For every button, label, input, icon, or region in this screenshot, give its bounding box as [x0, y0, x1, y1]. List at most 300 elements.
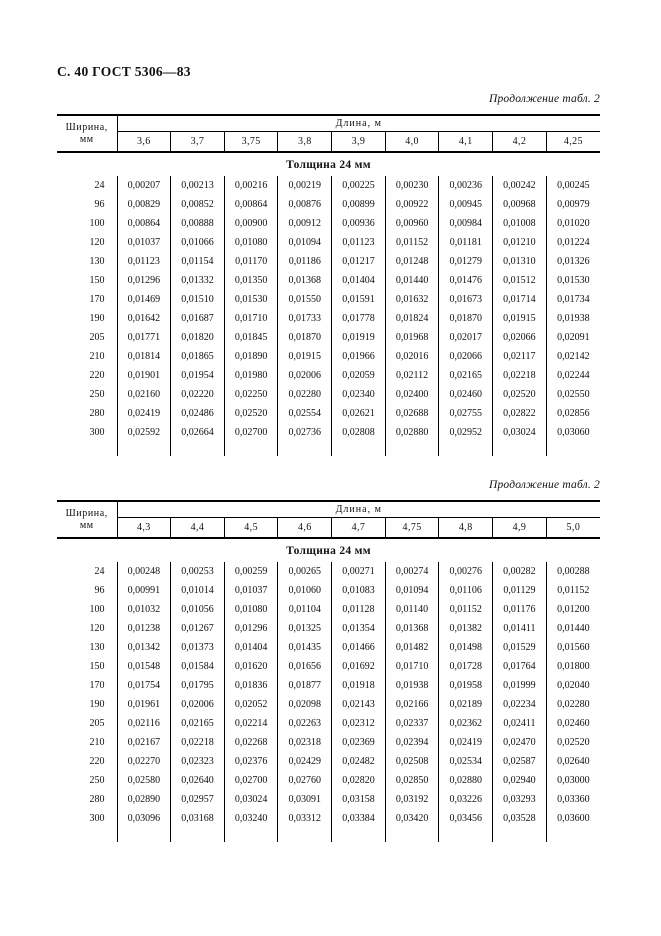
- value-cell: 0,00248: [117, 562, 171, 581]
- width-header-line2: мм: [79, 519, 94, 531]
- value-cell: 0,01530: [546, 271, 600, 290]
- value-cell: 0,00960: [385, 214, 439, 233]
- length-value-header: 4,4: [171, 517, 225, 538]
- width-cell: 120: [57, 233, 117, 252]
- value-cell: 0,01154: [171, 252, 225, 271]
- value-cell: 0,02189: [439, 695, 493, 714]
- value-cell: 0,00991: [117, 581, 171, 600]
- value-cell: 0,02592: [117, 423, 171, 442]
- value-cell: 0,02580: [117, 771, 171, 790]
- value-cell: 0,00216: [224, 176, 278, 195]
- value-cell: 0,01368: [385, 619, 439, 638]
- table-row: [57, 309, 600, 328]
- value-cell: 0,02890: [117, 790, 171, 809]
- value-cell: 0,01795: [171, 676, 225, 695]
- value-cell: 0,01919: [332, 328, 386, 347]
- value-cell: 0,03024: [224, 790, 278, 809]
- value-cell: 0,01332: [171, 271, 225, 290]
- value-cell: 0,01411: [493, 619, 547, 638]
- width-cell: 220: [57, 366, 117, 385]
- length-value-header: 4,25: [546, 131, 600, 152]
- table-header: [57, 501, 600, 538]
- value-cell: 0,00984: [439, 214, 493, 233]
- width-cell: 170: [57, 290, 117, 309]
- value-cell: 0,02006: [278, 366, 332, 385]
- value-cell: 0,01512: [493, 271, 547, 290]
- value-cell: 0,02268: [224, 733, 278, 752]
- table-row: [57, 676, 600, 695]
- value-cell: 0,02482: [332, 752, 386, 771]
- value-cell: 0,02957: [171, 790, 225, 809]
- value-cell: 0,02165: [171, 714, 225, 733]
- length-value-header: 4,5: [224, 517, 278, 538]
- value-cell: 0,01999: [493, 676, 547, 695]
- width-cell: 280: [57, 404, 117, 423]
- value-cell: 0,01966: [332, 347, 386, 366]
- value-cell: 0,01152: [546, 581, 600, 600]
- width-cell: 250: [57, 385, 117, 404]
- value-cell: 0,03293: [493, 790, 547, 809]
- value-cell: 0,00271: [332, 562, 386, 581]
- value-cell: 0,00888: [171, 214, 225, 233]
- value-cell: 0,00274: [385, 562, 439, 581]
- length-header: Длина, м: [117, 115, 600, 131]
- value-cell: 0,01466: [332, 638, 386, 657]
- value-cell: 0,01094: [385, 581, 439, 600]
- value-cell: 0,03168: [171, 809, 225, 828]
- thickness-caption-row: [57, 538, 600, 562]
- thickness-24-table-2: [57, 500, 600, 842]
- value-cell: 0,03600: [546, 809, 600, 828]
- value-cell: 0,02376: [224, 752, 278, 771]
- value-cell: 0,02520: [493, 385, 547, 404]
- value-cell: 0,01550: [278, 290, 332, 309]
- value-cell: 0,02040: [546, 676, 600, 695]
- table-row: [57, 290, 600, 309]
- spacer-cell: [278, 442, 332, 456]
- value-cell: 0,01915: [278, 347, 332, 366]
- spacer-cell: [57, 442, 117, 456]
- value-cell: 0,03091: [278, 790, 332, 809]
- value-cell: 0,01123: [117, 252, 171, 271]
- value-cell: 0,02700: [224, 771, 278, 790]
- width-cell: 210: [57, 733, 117, 752]
- length-value-header: 4,1: [439, 131, 493, 152]
- value-cell: 0,01980: [224, 366, 278, 385]
- spacer-cell: [117, 828, 171, 842]
- value-cell: 0,01687: [171, 309, 225, 328]
- value-cell: 0,01094: [278, 233, 332, 252]
- table-row: [57, 423, 600, 442]
- value-cell: 0,02244: [546, 366, 600, 385]
- value-cell: 0,01014: [171, 581, 225, 600]
- spacer-cell: [493, 442, 547, 456]
- value-cell: 0,01482: [385, 638, 439, 657]
- value-cell: 0,02165: [439, 366, 493, 385]
- thickness-caption-row: [57, 152, 600, 176]
- value-cell: 0,02214: [224, 714, 278, 733]
- value-cell: 0,01008: [493, 214, 547, 233]
- width-cell: 24: [57, 176, 117, 195]
- value-cell: 0,01800: [546, 657, 600, 676]
- value-cell: 0,02736: [278, 423, 332, 442]
- spacer-cell: [332, 828, 386, 842]
- value-cell: 0,02218: [171, 733, 225, 752]
- value-cell: 0,03312: [278, 809, 332, 828]
- value-cell: 0,02688: [385, 404, 439, 423]
- value-cell: 0,01938: [546, 309, 600, 328]
- value-cell: 0,01129: [493, 581, 547, 600]
- value-cell: 0,00864: [224, 195, 278, 214]
- length-value-header: 3,75: [224, 131, 278, 152]
- value-cell: 0,01176: [493, 600, 547, 619]
- value-cell: 0,01083: [332, 581, 386, 600]
- value-cell: 0,02362: [439, 714, 493, 733]
- value-cell: 0,02508: [385, 752, 439, 771]
- value-cell: 0,01435: [278, 638, 332, 657]
- value-cell: 0,02587: [493, 752, 547, 771]
- column-line-extension: [57, 442, 600, 456]
- value-cell: 0,00282: [493, 562, 547, 581]
- value-cell: 0,01710: [385, 657, 439, 676]
- value-cell: 0,02520: [224, 404, 278, 423]
- value-cell: 0,01901: [117, 366, 171, 385]
- value-cell: 0,02880: [439, 771, 493, 790]
- value-cell: 0,00852: [171, 195, 225, 214]
- value-cell: 0,01140: [385, 600, 439, 619]
- value-cell: 0,02098: [278, 695, 332, 714]
- value-cell: 0,02340: [332, 385, 386, 404]
- table-row: [57, 581, 600, 600]
- value-cell: 0,03420: [385, 809, 439, 828]
- value-cell: 0,02280: [278, 385, 332, 404]
- value-cell: 0,02263: [278, 714, 332, 733]
- table-row: [57, 252, 600, 271]
- value-cell: 0,01152: [385, 233, 439, 252]
- width-cell: 24: [57, 562, 117, 581]
- value-cell: 0,02234: [493, 695, 547, 714]
- width-cell: 130: [57, 638, 117, 657]
- spacer-cell: [546, 828, 600, 842]
- value-cell: 0,02318: [278, 733, 332, 752]
- value-cell: 0,02142: [546, 347, 600, 366]
- value-cell: 0,01310: [493, 252, 547, 271]
- length-value-header: 4,2: [493, 131, 547, 152]
- value-cell: 0,01056: [171, 600, 225, 619]
- value-cell: 0,01870: [278, 328, 332, 347]
- table-row: [57, 214, 600, 233]
- spacer-cell: [171, 828, 225, 842]
- width-header-line1: Ширина,: [65, 121, 108, 133]
- table-row: [57, 176, 600, 195]
- continuation-label: Продолжение табл. 2: [488, 479, 600, 491]
- width-header-line1: Ширина,: [65, 507, 108, 519]
- spacer-cell: [439, 442, 493, 456]
- value-cell: 0,02143: [332, 695, 386, 714]
- table-row: [57, 752, 600, 771]
- value-cell: 0,01217: [332, 252, 386, 271]
- value-cell: 0,01954: [171, 366, 225, 385]
- value-cell: 0,03240: [224, 809, 278, 828]
- value-cell: 0,02006: [171, 695, 225, 714]
- value-cell: 0,02534: [439, 752, 493, 771]
- value-cell: 0,03060: [546, 423, 600, 442]
- value-cell: 0,02052: [224, 695, 278, 714]
- value-cell: 0,00922: [385, 195, 439, 214]
- value-cell: 0,01440: [385, 271, 439, 290]
- value-cell: 0,01066: [171, 233, 225, 252]
- value-cell: 0,03528: [493, 809, 547, 828]
- value-cell: 0,02117: [493, 347, 547, 366]
- value-cell: 0,03158: [332, 790, 386, 809]
- width-cell: 150: [57, 271, 117, 290]
- value-cell: 0,01778: [332, 309, 386, 328]
- width-cell: 150: [57, 657, 117, 676]
- value-cell: 0,03226: [439, 790, 493, 809]
- value-cell: 0,00259: [224, 562, 278, 581]
- width-cell: 130: [57, 252, 117, 271]
- value-cell: 0,01845: [224, 328, 278, 347]
- value-cell: 0,03360: [546, 790, 600, 809]
- value-cell: 0,02066: [439, 347, 493, 366]
- continuation-label: Продолжение табл. 2: [488, 93, 600, 105]
- width-cell: 280: [57, 790, 117, 809]
- value-cell: 0,02091: [546, 328, 600, 347]
- width-cell: 100: [57, 600, 117, 619]
- value-cell: 0,00864: [117, 214, 171, 233]
- value-cell: 0,01440: [546, 619, 600, 638]
- width-cell: 96: [57, 195, 117, 214]
- value-cell: 0,01080: [224, 233, 278, 252]
- table-row: [57, 695, 600, 714]
- value-cell: 0,02880: [385, 423, 439, 442]
- value-cell: 0,01032: [117, 600, 171, 619]
- value-cell: 0,01060: [278, 581, 332, 600]
- value-cell: 0,01734: [546, 290, 600, 309]
- width-cell: 205: [57, 328, 117, 347]
- value-cell: 0,01469: [117, 290, 171, 309]
- spacer-cell: [546, 442, 600, 456]
- table-row: [57, 809, 600, 828]
- value-cell: 0,01224: [546, 233, 600, 252]
- value-cell: 0,00265: [278, 562, 332, 581]
- value-cell: 0,01104: [278, 600, 332, 619]
- spacer-cell: [332, 442, 386, 456]
- value-cell: 0,02664: [171, 423, 225, 442]
- value-cell: 0,01961: [117, 695, 171, 714]
- value-cell: 0,02116: [117, 714, 171, 733]
- value-cell: 0,03096: [117, 809, 171, 828]
- value-cell: 0,01754: [117, 676, 171, 695]
- value-cell: 0,02066: [493, 328, 547, 347]
- value-cell: 0,01771: [117, 328, 171, 347]
- value-cell: 0,00242: [493, 176, 547, 195]
- value-cell: 0,03024: [493, 423, 547, 442]
- value-cell: 0,01560: [546, 638, 600, 657]
- value-cell: 0,01354: [332, 619, 386, 638]
- value-cell: 0,02760: [278, 771, 332, 790]
- table-row: [57, 404, 600, 423]
- value-cell: 0,01123: [332, 233, 386, 252]
- value-cell: 0,01210: [493, 233, 547, 252]
- value-cell: 0,02323: [171, 752, 225, 771]
- value-cell: 0,01710: [224, 309, 278, 328]
- value-cell: 0,02160: [117, 385, 171, 404]
- value-cell: 0,01656: [278, 657, 332, 676]
- value-cell: 0,01692: [332, 657, 386, 676]
- length-value-header: 4,7: [332, 517, 386, 538]
- value-cell: 0,02856: [546, 404, 600, 423]
- value-cell: 0,01820: [171, 328, 225, 347]
- value-cell: 0,01620: [224, 657, 278, 676]
- length-value-header: 3,8: [278, 131, 332, 152]
- table-body: [57, 152, 600, 456]
- value-cell: 0,01325: [278, 619, 332, 638]
- value-cell: 0,00276: [439, 562, 493, 581]
- table-row: [57, 366, 600, 385]
- table-section-1: [57, 92, 600, 456]
- value-cell: 0,00207: [117, 176, 171, 195]
- value-cell: 0,01824: [385, 309, 439, 328]
- width-cell: 210: [57, 347, 117, 366]
- length-value-header: 4,6: [278, 517, 332, 538]
- value-cell: 0,01342: [117, 638, 171, 657]
- value-cell: 0,02400: [385, 385, 439, 404]
- width-cell: 300: [57, 809, 117, 828]
- value-cell: 0,01836: [224, 676, 278, 695]
- value-cell: 0,02059: [332, 366, 386, 385]
- width-cell: 205: [57, 714, 117, 733]
- table-row: [57, 562, 600, 581]
- value-cell: 0,02270: [117, 752, 171, 771]
- value-cell: 0,00213: [171, 176, 225, 195]
- table-row: [57, 638, 600, 657]
- value-cell: 0,00968: [493, 195, 547, 214]
- width-column-header: [57, 115, 117, 152]
- spacer-cell: [439, 828, 493, 842]
- length-value-header: 4,3: [117, 517, 171, 538]
- value-cell: 0,01764: [493, 657, 547, 676]
- value-cell: 0,01350: [224, 271, 278, 290]
- value-cell: 0,01890: [224, 347, 278, 366]
- value-cell: 0,01200: [546, 600, 600, 619]
- value-cell: 0,03384: [332, 809, 386, 828]
- value-cell: 0,02419: [439, 733, 493, 752]
- value-cell: 0,02755: [439, 404, 493, 423]
- value-cell: 0,00245: [546, 176, 600, 195]
- value-cell: 0,02394: [385, 733, 439, 752]
- value-cell: 0,02167: [117, 733, 171, 752]
- value-cell: 0,02218: [493, 366, 547, 385]
- value-cell: 0,02337: [385, 714, 439, 733]
- value-cell: 0,01958: [439, 676, 493, 695]
- value-cell: 0,01918: [332, 676, 386, 695]
- value-cell: 0,02640: [171, 771, 225, 790]
- value-cell: 0,02250: [224, 385, 278, 404]
- value-cell: 0,00899: [332, 195, 386, 214]
- value-cell: 0,01530: [224, 290, 278, 309]
- value-cell: 0,01591: [332, 290, 386, 309]
- table-row: [57, 771, 600, 790]
- value-cell: 0,00219: [278, 176, 332, 195]
- value-cell: 0,02822: [493, 404, 547, 423]
- value-cell: 0,02166: [385, 695, 439, 714]
- table-row: [57, 271, 600, 290]
- value-cell: 0,01238: [117, 619, 171, 638]
- spacer-cell: [57, 828, 117, 842]
- value-cell: 0,00829: [117, 195, 171, 214]
- table-row: [57, 733, 600, 752]
- value-cell: 0,00912: [278, 214, 332, 233]
- value-cell: 0,01037: [224, 581, 278, 600]
- value-cell: 0,02952: [439, 423, 493, 442]
- value-cell: 0,02621: [332, 404, 386, 423]
- value-cell: 0,02460: [546, 714, 600, 733]
- table-row: [57, 328, 600, 347]
- table-row: [57, 790, 600, 809]
- table-row: [57, 600, 600, 619]
- value-cell: 0,01368: [278, 271, 332, 290]
- table-row: [57, 233, 600, 252]
- value-cell: 0,02486: [171, 404, 225, 423]
- value-cell: 0,02016: [385, 347, 439, 366]
- value-cell: 0,00936: [332, 214, 386, 233]
- width-column-header: [57, 501, 117, 538]
- value-cell: 0,01877: [278, 676, 332, 695]
- value-cell: 0,01529: [493, 638, 547, 657]
- value-cell: 0,01548: [117, 657, 171, 676]
- length-values-row: [57, 517, 600, 538]
- value-cell: 0,03000: [546, 771, 600, 790]
- value-cell: 0,01404: [224, 638, 278, 657]
- value-cell: 0,00900: [224, 214, 278, 233]
- thickness-24-table-1: [57, 114, 600, 456]
- length-value-header: 5,0: [546, 517, 600, 538]
- value-cell: 0,01279: [439, 252, 493, 271]
- width-cell: 120: [57, 619, 117, 638]
- value-cell: 0,02429: [278, 752, 332, 771]
- value-cell: 0,01128: [332, 600, 386, 619]
- value-cell: 0,00979: [546, 195, 600, 214]
- length-value-header: 3,9: [332, 131, 386, 152]
- value-cell: 0,02520: [546, 733, 600, 752]
- value-cell: 0,00236: [439, 176, 493, 195]
- table-row: [57, 385, 600, 404]
- value-cell: 0,01296: [117, 271, 171, 290]
- length-header: Длина, м: [117, 501, 600, 517]
- value-cell: 0,02280: [546, 695, 600, 714]
- spacer-cell: [385, 442, 439, 456]
- value-cell: 0,01642: [117, 309, 171, 328]
- value-cell: 0,01584: [171, 657, 225, 676]
- length-value-header: 3,6: [117, 131, 171, 152]
- width-cell: 96: [57, 581, 117, 600]
- value-cell: 0,01673: [439, 290, 493, 309]
- table-row: [57, 347, 600, 366]
- value-cell: 0,02369: [332, 733, 386, 752]
- value-cell: 0,01186: [278, 252, 332, 271]
- length-value-header: 4,8: [439, 517, 493, 538]
- spacer-cell: [493, 828, 547, 842]
- table-body: [57, 538, 600, 842]
- value-cell: 0,02017: [439, 328, 493, 347]
- spacer-cell: [117, 442, 171, 456]
- width-cell: 300: [57, 423, 117, 442]
- value-cell: 0,01728: [439, 657, 493, 676]
- thickness-caption: Толщина 24 мм: [286, 544, 371, 557]
- length-value-header: 4,9: [493, 517, 547, 538]
- table-row: [57, 619, 600, 638]
